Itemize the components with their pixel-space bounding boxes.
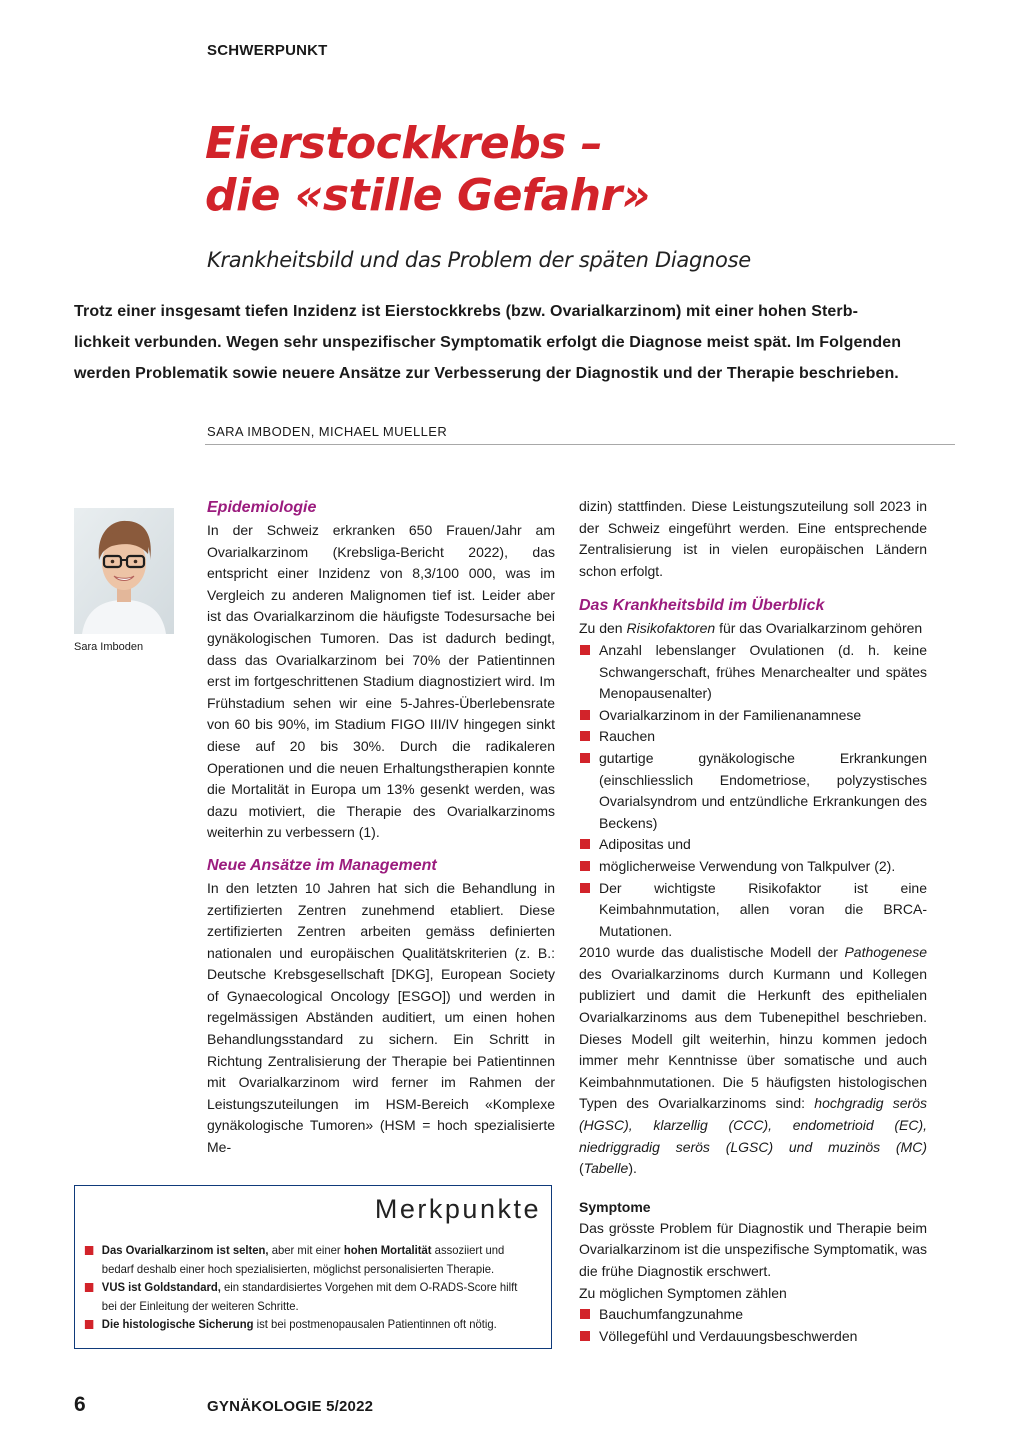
article-title [205,118,965,222]
patho-table-ref: Tabelle [583,1160,629,1177]
heading-epidemiology: Epidemiologie [207,499,317,516]
heading-symptoms: Symptome [579,1198,651,1215]
merkpunkte-title: Merkpunkte [374,1194,541,1224]
article-column-right [579,496,927,1347]
patho-table-pre: ( [579,1160,584,1177]
photo-caption: Sara Imboden [74,641,144,653]
paragraph-management: In den letzten 10 Jahren hat sich die Behandlung in zertifizierten Zentren zunehmend etabliert. Diese zertifizierten Zentren arbeiten gemäss definierten nationalen und europäischen Qualitätskriterien (z. B.: Deutsche Krebsgesellschaft [DKG], European Society of Gynaecological Oncology [ESGO]) und werden in regelmässigen Abständen auditiert, um einen hohen Behandlungsstandard zu sichern. Ein Schritt in Richtung Zentralisierung der Therapie bei Patientinnen mit Ovarialkarzinom wird ferner im Rahmen der Leistungszuteilungen im HSM-Bereich «Komplexe gynäkologische Tumoren» (HSM = hoch spezialisierte Me- [207,879,555,1156]
paragraph-continuation: dizin) stattfinden. Diese Leistungszuteilung soll 2023 in der Schweiz eingeführt werden. Eine entsprechende Zentralisierung ist in vielen europäischen Ländern schon erfolgt. [579,498,927,579]
merkpunkte-box [74,1185,552,1349]
patho-types: hochgradig serös (HGSC), klarzellig (CCC), endometrioid (EC), niedriggradig serös (LGSC) und muzinös (MC) [579,1095,928,1155]
key-point-text: assoziiert und bedarf deshalb einer hoch spezialisierten, möglichst personalisierten Therapie. [101,1243,505,1276]
symptoms-intro: Zu möglichen Symptomen zählen [579,1284,787,1301]
key-point-bold: Das Ovarialkarzinom ist selten, [101,1243,269,1257]
list-item: Bauchumfangzunahme [579,1304,927,1326]
list-item [83,1315,534,1334]
title-line-2: die «stille Gefahr» [205,170,650,221]
lead-paragraph [74,296,954,389]
divider [205,444,955,445]
paragraph-epidemiology: In der Schweiz erkranken 650 Frauen/Jahr am Ovarialkarzinom (Krebsliga-Bericht 2022), das entspricht einer Inzidenz von 8,3/100 000, was im Vergleich zu anderen Malignomen tief ist. Leider aber ist das Ovarialkarzinom die häufigste Todesursache bei gynäkologischen Tumoren. Das ist dadurch bedingt, dass das Ovarialkarzinom bei 70% der Patientinnen erst im fortgeschrittenen Stadium diagnostiziert wird. Im Frühstadium sehen wir eine 5-Jahres-Überlebensrate von 60 bis 90%, im Stadium FIGO III/IV hingegen sinkt diese auf 20 bis 30%. Durch die radikaleren Operationen und die neuen Erhaltungstherapien konnte die Mortalität in Europa um 13% gesenkt werden, was dazu motiviert, die Therapie des Ovarialkarzinoms weiterhin zu verbessern (1). [207,522,555,841]
patho-table-post: ). [628,1160,637,1177]
lead-line-3: werden Problematik sowie neuere Ansätze zur Verbesserung der Diagnostik und der Therapie beschrieben. [74,365,899,382]
list-item: gutartige gynäkologische Erkrankungen (einschliesslich Endometriose, polyzystisches Ovarialsyndrom und entzündliche Erkrankungen des Beckens) [579,748,927,834]
paragraph-symptoms: Das grösste Problem für Diagnostik und Therapie beim Ovarialkarzinom ist die unspezifische Symptomatik, was die frühe Diagnostik erschwert. [579,1219,927,1279]
list-item: Adipositas und [579,834,927,856]
list-item: möglicherweise Verwendung von Talkpulver (2). [579,856,927,878]
authors: SARA IMBODEN, MICHAEL MUELLER [207,424,448,439]
merkpunkte-list [83,1241,534,1334]
paragraph-risk-intro [579,618,927,640]
list-item: Der wichtigste Risikofaktor ist eine Keimbahnmutation, allen voran die BRCA-Mutationen. [579,878,927,943]
list-item [83,1241,534,1278]
lead-line-2: lichkeit verbunden. Wegen sehr unspezifischer Symptomatik erfolgt die Diagnose meist spät. Im Folgenden [74,334,902,351]
heading-overview: Das Krankheitsbild im Überblick [579,597,825,615]
paragraph-pathogenesis [579,942,927,1180]
list-item: Völlegefühl und Verdauungsbeschwerden [579,1326,927,1348]
patho-pre: 2010 wurde das dualistische Modell der [579,944,845,961]
key-point-bold: VUS ist Goldstandard, [101,1280,221,1294]
page-number: 6 [74,1393,86,1416]
list-item [83,1278,534,1315]
symptom-list [579,1304,927,1347]
key-point-text: ein standardisiertes Vorgehen mit dem O-RADS-Score hilft bei der Einleitung der weiteren Schritte. [101,1280,518,1313]
article-subtitle: Krankheitsbild und das Problem der späten Diagnose [207,248,751,272]
risk-factor-list [579,640,927,942]
article-column-left [207,496,555,1159]
list-item: Rauchen [579,726,927,748]
author-portrait-illustration [74,508,174,634]
section-label: SCHWERPUNKT [207,42,328,59]
title-line-1: Eierstockkrebs – [205,118,603,169]
key-point-bold: hohen Mortalität [343,1243,432,1257]
key-point-text: ist bei postmenopausalen Patientinnen oft nötig. [253,1317,497,1331]
risk-intro-post: für das Ovarialkarzinom gehören [715,620,923,637]
patho-emphasis: Pathogenese [844,944,927,961]
journal-issue: GYNÄKOLOGIE 5/2022 [207,1398,374,1415]
key-point-text: aber mit einer [268,1243,344,1257]
lead-line-1: Trotz einer insgesamt tiefen Inzidenz ist Eierstockkrebs (bzw. Ovarialkarzinom) mit einer hohen Sterb- [74,303,859,320]
risk-intro-emphasis: Risikofaktoren [626,620,716,637]
risk-intro-pre: Zu den [579,620,627,637]
patho-post: des Ovarialkarzinoms durch Kurmann und Kollegen publiziert und damit die Herkunft des epithelialen Ovarialkarzinoms aus dem Tubenepithel beschrieben. Dieses Modell gilt weiterhin, hinzu kommen jedoch immer mehr Kenntnisse über somatische und auch Keimbahnmutationen. Die 5 häufigsten histologischen Typen des Ovarialkarzinoms sind: [579,965,927,1112]
list-item: Anzahl lebenslanger Ovulationen (d. h. keine Schwangerschaft, frühes Menarchealter und spätes Menopausenalter) [579,640,927,705]
heading-management: Neue Ansätze im Management [207,856,437,874]
key-point-bold: Die histologische Sicherung [101,1317,254,1331]
list-item: Ovarialkarzinom in der Familienanamnese [579,705,927,727]
author-photo [74,508,174,634]
